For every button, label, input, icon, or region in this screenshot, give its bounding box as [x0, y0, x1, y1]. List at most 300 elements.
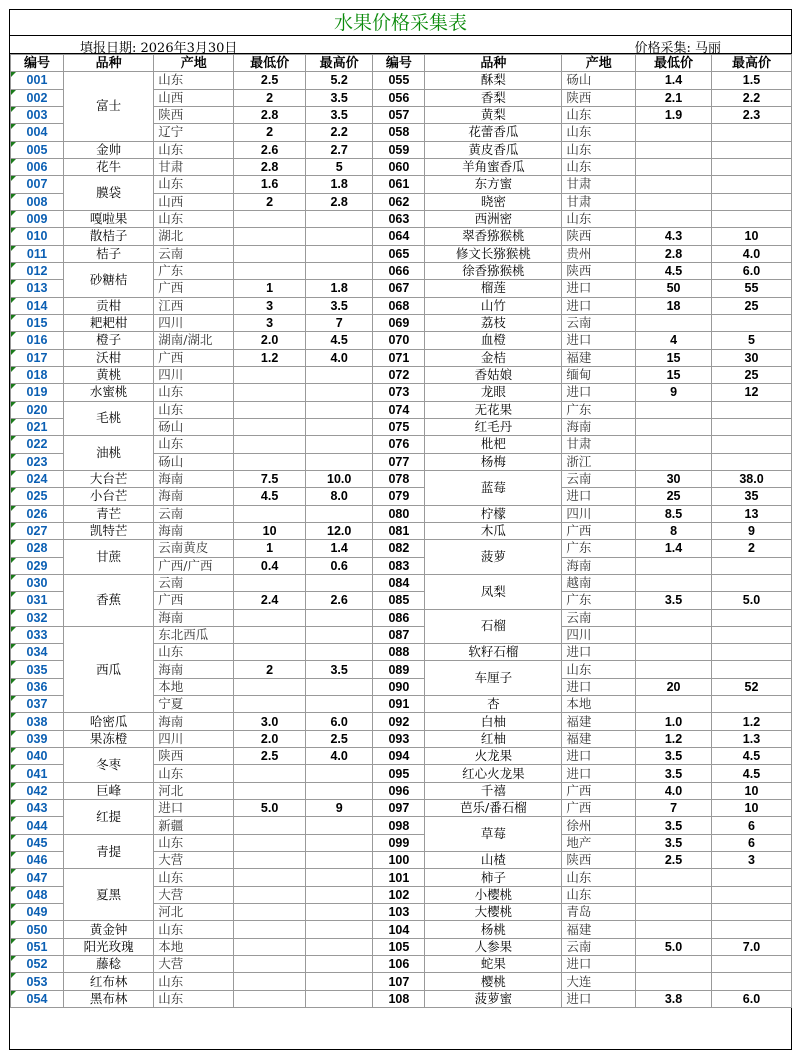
item-variety: 桔子	[63, 245, 153, 262]
item-max-price	[305, 644, 373, 661]
item-max-price	[711, 609, 791, 626]
item-min-price	[636, 574, 712, 591]
item-variety: 荔枝	[425, 314, 562, 331]
item-min-price: 15	[636, 366, 712, 383]
item-code: 102	[373, 886, 425, 903]
item-max-price: 10	[711, 782, 791, 799]
item-code: 021	[11, 418, 64, 435]
col-header-variety-2: 品种	[425, 55, 562, 72]
table-row	[11, 384, 792, 401]
item-variety: 金帅	[63, 141, 153, 158]
item-max-price: 4.5	[711, 748, 791, 765]
item-code: 055	[373, 72, 425, 89]
item-max-price: 0.6	[305, 557, 373, 574]
item-code: 096	[373, 782, 425, 799]
item-min-price	[636, 401, 712, 418]
item-variety: 香姑娘	[425, 366, 562, 383]
item-code: 069	[373, 314, 425, 331]
table-row	[11, 314, 792, 331]
item-variety: 无花果	[425, 401, 562, 418]
item-code: 029	[11, 557, 64, 574]
item-min-price: 2.8	[636, 245, 712, 262]
item-max-price: 12	[711, 384, 791, 401]
item-min-price	[636, 644, 712, 661]
item-min-price: 4.5	[636, 262, 712, 279]
item-code: 087	[373, 626, 425, 643]
item-origin: 四川	[154, 366, 234, 383]
item-origin: 山东	[154, 973, 234, 990]
item-code: 012	[11, 262, 64, 279]
item-min-price	[636, 886, 712, 903]
item-variety: 杏	[425, 696, 562, 713]
item-code: 108	[373, 990, 425, 1007]
item-code: 032	[11, 609, 64, 626]
item-variety: 西瓜	[63, 626, 153, 713]
item-max-price: 9	[711, 522, 791, 539]
item-origin: 进口	[562, 765, 636, 782]
item-origin: 陕西	[562, 262, 636, 279]
item-variety: 砂糖桔	[63, 262, 153, 297]
item-origin: 湖南/湖北	[154, 332, 234, 349]
item-min-price: 3.8	[636, 990, 712, 1007]
item-code: 006	[11, 158, 64, 175]
table-row	[11, 973, 792, 990]
table-row	[11, 245, 792, 262]
item-min-price	[234, 366, 306, 383]
item-code: 026	[11, 505, 64, 522]
table-row	[11, 869, 792, 886]
item-origin: 广东	[562, 401, 636, 418]
item-min-price	[636, 973, 712, 990]
header-row	[11, 55, 792, 72]
item-origin: 广东	[562, 592, 636, 609]
item-origin: 东北西瓜	[154, 626, 234, 643]
item-origin: 甘肃	[562, 436, 636, 453]
table-row	[11, 141, 792, 158]
item-variety: 蛇果	[425, 956, 562, 973]
item-max-price: 4.5	[711, 765, 791, 782]
item-variety: 翠香猕猴桃	[425, 228, 562, 245]
info-row	[10, 36, 791, 54]
item-min-price	[636, 210, 712, 227]
table-row	[11, 470, 792, 487]
item-code: 107	[373, 973, 425, 990]
item-variety: 膜袋	[63, 176, 153, 211]
item-code: 095	[373, 765, 425, 782]
item-code: 056	[373, 89, 425, 106]
item-origin: 山东	[154, 869, 234, 886]
item-origin: 云南	[562, 938, 636, 955]
item-min-price: 2.0	[234, 730, 306, 747]
item-origin: 浙江	[562, 453, 636, 470]
item-max-price	[711, 193, 791, 210]
item-min-price	[234, 644, 306, 661]
item-min-price	[636, 176, 712, 193]
item-variety: 黄桃	[63, 366, 153, 383]
item-origin: 山东	[154, 401, 234, 418]
table-row	[11, 540, 792, 557]
item-variety: 冬枣	[63, 748, 153, 783]
item-origin: 山东	[562, 141, 636, 158]
item-origin: 山东	[562, 124, 636, 141]
item-variety: 哈密瓜	[63, 713, 153, 730]
item-origin: 陕西	[154, 106, 234, 123]
item-origin: 大连	[562, 973, 636, 990]
col-header-max-price: 最高价	[305, 55, 373, 72]
item-min-price	[234, 956, 306, 973]
item-code: 101	[373, 869, 425, 886]
item-origin: 云南	[562, 609, 636, 626]
item-max-price	[305, 574, 373, 591]
item-min-price	[234, 904, 306, 921]
item-max-price: 6.0	[305, 713, 373, 730]
item-origin: 广西	[154, 349, 234, 366]
item-min-price	[636, 158, 712, 175]
item-variety: 木瓜	[425, 522, 562, 539]
item-code: 089	[373, 661, 425, 678]
item-max-price	[305, 262, 373, 279]
table-row	[11, 748, 792, 765]
item-max-price	[305, 904, 373, 921]
table-row	[11, 782, 792, 799]
item-min-price: 2.6	[234, 141, 306, 158]
item-origin: 甘肃	[562, 193, 636, 210]
item-max-price	[305, 609, 373, 626]
item-max-price	[305, 678, 373, 695]
item-code: 001	[11, 72, 64, 89]
item-max-price: 3	[711, 852, 791, 869]
item-code: 051	[11, 938, 64, 955]
item-max-price: 5	[711, 332, 791, 349]
item-max-price: 9	[305, 800, 373, 817]
item-variety: 红柚	[425, 730, 562, 747]
item-min-price	[234, 453, 306, 470]
item-origin: 福建	[562, 349, 636, 366]
item-origin: 陕西	[562, 89, 636, 106]
item-min-price	[234, 245, 306, 262]
item-code: 092	[373, 713, 425, 730]
item-code: 016	[11, 332, 64, 349]
item-min-price: 2.8	[234, 106, 306, 123]
item-variety: 香梨	[425, 89, 562, 106]
item-max-price	[711, 418, 791, 435]
item-variety: 山竹	[425, 297, 562, 314]
item-variety: 藤稔	[63, 956, 153, 973]
item-code: 022	[11, 436, 64, 453]
item-variety: 贡柑	[63, 297, 153, 314]
item-code: 002	[11, 89, 64, 106]
item-code: 100	[373, 852, 425, 869]
item-max-price: 10	[711, 228, 791, 245]
item-origin: 山东	[562, 106, 636, 123]
item-origin: 山东	[154, 176, 234, 193]
item-code: 004	[11, 124, 64, 141]
item-origin: 山东	[154, 990, 234, 1007]
item-max-price	[305, 453, 373, 470]
item-code: 053	[11, 973, 64, 990]
item-max-price	[305, 765, 373, 782]
item-origin: 山东	[562, 661, 636, 678]
item-min-price: 3.0	[234, 713, 306, 730]
item-code: 066	[373, 262, 425, 279]
item-min-price	[636, 418, 712, 435]
item-variety: 甘蔗	[63, 540, 153, 575]
item-max-price: 7.0	[711, 938, 791, 955]
item-code: 078	[373, 470, 425, 487]
item-min-price: 2	[234, 89, 306, 106]
item-min-price	[636, 124, 712, 141]
item-origin: 越南	[562, 574, 636, 591]
item-code: 014	[11, 297, 64, 314]
item-code: 049	[11, 904, 64, 921]
item-max-price: 1.8	[305, 176, 373, 193]
item-max-price	[305, 401, 373, 418]
item-origin: 本地	[562, 696, 636, 713]
item-variety: 大台芒	[63, 470, 153, 487]
item-min-price: 50	[636, 280, 712, 297]
item-origin: 山东	[154, 141, 234, 158]
item-max-price	[305, 245, 373, 262]
item-max-price	[305, 956, 373, 973]
item-min-price	[636, 904, 712, 921]
item-origin: 河北	[154, 904, 234, 921]
item-code: 071	[373, 349, 425, 366]
table-row	[11, 297, 792, 314]
item-min-price	[636, 869, 712, 886]
item-code: 003	[11, 106, 64, 123]
item-min-price	[234, 696, 306, 713]
item-max-price: 6	[711, 834, 791, 851]
item-max-price: 2.8	[305, 193, 373, 210]
item-code: 028	[11, 540, 64, 557]
item-min-price: 4.3	[636, 228, 712, 245]
table-row	[11, 730, 792, 747]
item-variety: 果冻橙	[63, 730, 153, 747]
item-code: 042	[11, 782, 64, 799]
item-origin: 进口	[562, 332, 636, 349]
table-row	[11, 990, 792, 1007]
item-variety: 沃柑	[63, 349, 153, 366]
item-min-price: 2.1	[636, 89, 712, 106]
item-origin: 海南	[154, 713, 234, 730]
item-min-price: 8.5	[636, 505, 712, 522]
item-max-price	[711, 956, 791, 973]
item-min-price	[234, 505, 306, 522]
item-origin: 福建	[562, 921, 636, 938]
item-min-price: 4.0	[636, 782, 712, 799]
item-max-price: 6.0	[711, 990, 791, 1007]
item-code: 015	[11, 314, 64, 331]
item-code: 064	[373, 228, 425, 245]
item-max-price	[711, 904, 791, 921]
table-row	[11, 488, 792, 505]
item-max-price: 5	[305, 158, 373, 175]
item-variety: 修文长猕猴桃	[425, 245, 562, 262]
item-code: 057	[373, 106, 425, 123]
item-max-price	[711, 661, 791, 678]
item-max-price: 2.2	[305, 124, 373, 141]
col-header-origin-2: 产地	[562, 55, 636, 72]
item-max-price	[711, 696, 791, 713]
item-origin: 山东	[562, 886, 636, 903]
table-row	[11, 834, 792, 851]
item-max-price: 1.4	[305, 540, 373, 557]
item-origin: 福建	[562, 713, 636, 730]
item-min-price: 1	[234, 280, 306, 297]
item-variety: 榴莲	[425, 280, 562, 297]
table-row	[11, 228, 792, 245]
item-code: 075	[373, 418, 425, 435]
item-variety: 人参果	[425, 938, 562, 955]
item-variety: 蓝莓	[425, 470, 562, 505]
item-variety: 凯特芒	[63, 522, 153, 539]
item-variety: 巨峰	[63, 782, 153, 799]
item-origin: 本地	[154, 678, 234, 695]
table-row	[11, 176, 792, 193]
item-max-price: 2.7	[305, 141, 373, 158]
item-max-price: 1.5	[711, 72, 791, 89]
item-variety: 枇杷	[425, 436, 562, 453]
item-origin: 宁夏	[154, 696, 234, 713]
item-code: 048	[11, 886, 64, 903]
item-max-price	[711, 644, 791, 661]
item-min-price	[234, 574, 306, 591]
item-max-price: 52	[711, 678, 791, 695]
item-origin: 广西/广西	[154, 557, 234, 574]
item-code: 036	[11, 678, 64, 695]
item-code: 023	[11, 453, 64, 470]
table-row	[11, 574, 792, 591]
item-code: 038	[11, 713, 64, 730]
item-variety: 芭乐/番石榴	[425, 800, 562, 817]
item-origin: 云南黄皮	[154, 540, 234, 557]
item-max-price	[711, 869, 791, 886]
item-code: 067	[373, 280, 425, 297]
item-code: 106	[373, 956, 425, 973]
item-origin: 甘肃	[562, 176, 636, 193]
item-min-price	[234, 852, 306, 869]
item-variety: 羊角蜜香瓜	[425, 158, 562, 175]
item-max-price	[305, 938, 373, 955]
item-min-price	[234, 782, 306, 799]
item-max-price: 2	[711, 540, 791, 557]
item-code: 018	[11, 366, 64, 383]
item-origin: 四川	[562, 505, 636, 522]
item-code: 072	[373, 366, 425, 383]
item-code: 061	[373, 176, 425, 193]
item-min-price: 2.8	[234, 158, 306, 175]
item-min-price	[234, 626, 306, 643]
item-min-price	[636, 436, 712, 453]
item-code: 086	[373, 609, 425, 626]
item-min-price	[234, 973, 306, 990]
item-max-price: 5.0	[711, 592, 791, 609]
item-min-price: 4	[636, 332, 712, 349]
item-code: 058	[373, 124, 425, 141]
item-code: 093	[373, 730, 425, 747]
item-origin: 大营	[154, 886, 234, 903]
item-code: 094	[373, 748, 425, 765]
item-max-price	[305, 436, 373, 453]
item-code: 025	[11, 488, 64, 505]
item-variety: 火龙果	[425, 748, 562, 765]
item-min-price: 1.6	[234, 176, 306, 193]
item-variety: 黄金钟	[63, 921, 153, 938]
item-variety: 橙子	[63, 332, 153, 349]
item-origin: 广东	[154, 262, 234, 279]
item-max-price	[711, 314, 791, 331]
item-code: 008	[11, 193, 64, 210]
item-code: 046	[11, 852, 64, 869]
item-min-price	[234, 834, 306, 851]
item-origin: 云南	[562, 314, 636, 331]
item-max-price: 3.5	[305, 297, 373, 314]
item-code: 103	[373, 904, 425, 921]
item-origin: 山东	[154, 384, 234, 401]
item-min-price: 8	[636, 522, 712, 539]
item-origin: 福建	[562, 730, 636, 747]
item-code: 062	[373, 193, 425, 210]
item-variety: 黄皮香瓜	[425, 141, 562, 158]
item-variety: 青芒	[63, 505, 153, 522]
item-min-price	[636, 609, 712, 626]
item-max-price	[711, 453, 791, 470]
item-origin: 四川	[154, 314, 234, 331]
item-code: 035	[11, 661, 64, 678]
item-variety: 石榴	[425, 609, 562, 644]
item-origin: 海南	[154, 470, 234, 487]
item-min-price: 1.4	[636, 540, 712, 557]
item-max-price: 6	[711, 817, 791, 834]
item-variety: 青提	[63, 834, 153, 869]
item-variety: 软籽石榴	[425, 644, 562, 661]
item-max-price	[711, 886, 791, 903]
item-code: 041	[11, 765, 64, 782]
item-max-price	[711, 401, 791, 418]
item-max-price: 2.5	[305, 730, 373, 747]
item-variety: 花牛	[63, 158, 153, 175]
item-origin: 山西	[154, 193, 234, 210]
item-variety: 山楂	[425, 852, 562, 869]
item-code: 037	[11, 696, 64, 713]
item-origin: 进口	[562, 488, 636, 505]
item-code: 034	[11, 644, 64, 661]
item-min-price: 3	[234, 314, 306, 331]
item-origin: 山东	[154, 921, 234, 938]
item-code: 083	[373, 557, 425, 574]
item-variety: 油桃	[63, 436, 153, 471]
item-variety: 菠萝	[425, 540, 562, 575]
item-max-price	[711, 557, 791, 574]
table-row	[11, 956, 792, 973]
item-min-price	[636, 193, 712, 210]
item-variety: 阳光玫瑰	[63, 938, 153, 955]
item-code: 082	[373, 540, 425, 557]
item-max-price	[711, 210, 791, 227]
item-min-price	[234, 228, 306, 245]
item-min-price	[636, 453, 712, 470]
item-max-price	[305, 228, 373, 245]
item-origin: 新疆	[154, 817, 234, 834]
item-min-price	[234, 990, 306, 1007]
item-min-price: 15	[636, 349, 712, 366]
item-variety: 酥梨	[425, 72, 562, 89]
col-header-max-price-2: 最高价	[711, 55, 791, 72]
item-origin: 大营	[154, 956, 234, 973]
item-origin: 进口	[562, 956, 636, 973]
table-row	[11, 800, 792, 817]
item-code: 017	[11, 349, 64, 366]
